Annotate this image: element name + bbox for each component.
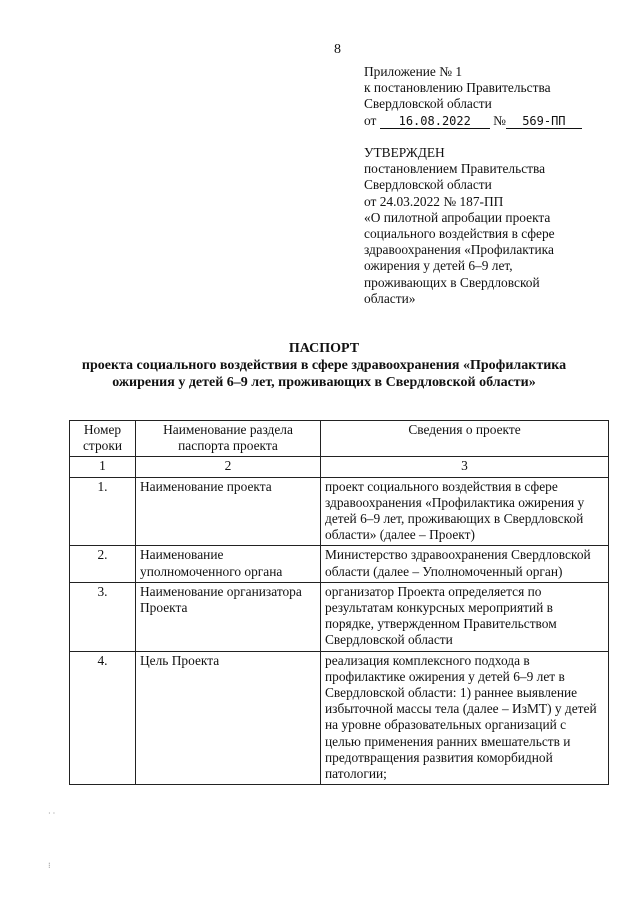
- row-section-name: Наименование проекта: [136, 477, 321, 546]
- approval-block: [364, 145, 624, 307]
- row-project-info: организатор Проекта определяется по результатам конкурсных мероприятий в порядке, утвержденном Правительством Свердловской области: [321, 582, 609, 651]
- row-section-name: Цель Проекта: [136, 651, 321, 785]
- row-section-name: Наименование уполномоченного органа: [136, 546, 321, 582]
- row-number: 4.: [70, 651, 136, 785]
- row-number: 1.: [70, 477, 136, 546]
- scan-artifact: ⁝: [48, 861, 51, 870]
- row-section-name: Наименование организатора Проекта: [136, 582, 321, 651]
- row-project-info: Министерство здравоохранения Свердловской области (далее – Уполномоченный орган): [321, 546, 609, 582]
- title-subtitle-line: проекта социального воздействия в сфере здравоохранения «Профилактика: [81, 358, 567, 373]
- column-number: 2: [136, 457, 321, 477]
- handwritten-date: 16.08.2022: [380, 114, 490, 129]
- number-prefix: №: [493, 112, 506, 128]
- approval-line: Свердловской области: [364, 177, 492, 193]
- approval-line: «О пилотной апробации проекта: [364, 209, 551, 225]
- approval-line: области»: [364, 290, 416, 306]
- appendix-line: Свердловской области: [364, 96, 492, 112]
- appendix-date-line: [364, 113, 624, 129]
- row-project-info: проект социального воздействия в сфере здравоохранения «Профилактика ожирения у детей 6–9 лет, проживающих в Свердловской области» (далее – Проект): [321, 477, 609, 546]
- column-number: 3: [321, 457, 609, 477]
- table-header-row: [70, 421, 609, 457]
- appendix-block: [364, 64, 624, 129]
- column-number-row: [70, 457, 609, 477]
- row-project-info: реализация комплексного подхода в профилактике ожирения у детей 6–9 лет в Свердловской области: 1) раннее выявление избыточной массы тела (далее – ИзМТ) у детей на уровне образовательных организаций с целью применения ранних вмешательств и предотвращения развития коморбидной патологии;: [321, 651, 609, 785]
- title-heading: ПАСПОРТ: [288, 341, 360, 356]
- approval-line: ожирения у детей 6–9 лет,: [364, 258, 513, 274]
- approval-line: здравоохранения «Профилактика: [364, 242, 554, 258]
- row-number: 2.: [70, 546, 136, 582]
- scan-artifact: · ·: [48, 809, 56, 818]
- approval-line: УТВЕРЖДЕН: [364, 145, 445, 160]
- row-number: 3.: [70, 582, 136, 651]
- approval-line: постановлением Правительства: [364, 161, 546, 177]
- header-section-name: Наименование раздела паспорта проекта: [136, 421, 321, 457]
- approval-line: от 24.03.2022 № 187-ПП: [364, 193, 504, 209]
- header-project-info: Сведения о проекте: [321, 421, 609, 457]
- table-row: [70, 582, 609, 651]
- appendix-line: к постановлению Правительства: [364, 80, 551, 96]
- header-row-number: Номер строки: [70, 421, 136, 457]
- handwritten-number: 569-ПП: [506, 114, 582, 129]
- table-row: [70, 477, 609, 546]
- approval-line: проживающих в Свердловской: [364, 274, 540, 290]
- date-prefix: от: [364, 112, 377, 128]
- title-subtitle-line: ожирения у детей 6–9 лет, проживающих в Свердловской области»: [112, 375, 536, 390]
- column-number: 1: [70, 457, 136, 477]
- table-row: [70, 546, 609, 582]
- approval-line: социального воздействия в сфере: [364, 226, 555, 242]
- appendix-line: Приложение № 1: [364, 64, 463, 79]
- passport-table: [69, 420, 609, 785]
- page-number: 8: [334, 42, 341, 57]
- table-row: [70, 651, 609, 785]
- document-title: [40, 340, 608, 391]
